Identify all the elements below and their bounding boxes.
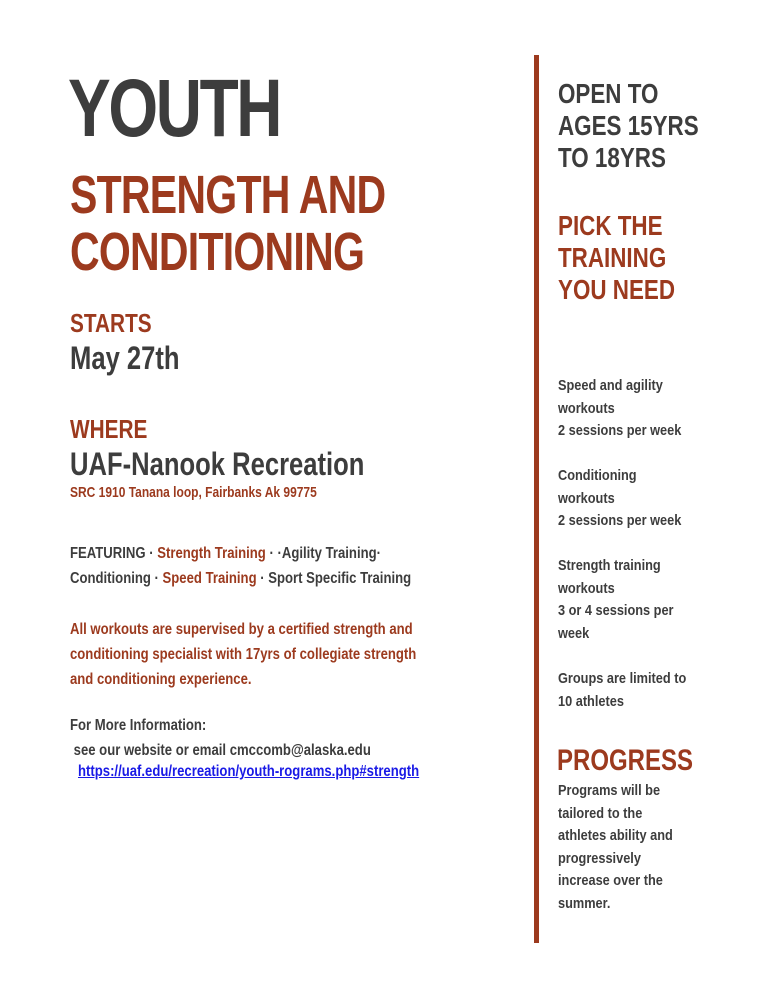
progress-line: Programs will be	[558, 782, 661, 799]
group-limit-note	[558, 668, 686, 713]
progress-line: tailored to the	[558, 804, 643, 822]
progress-line: increase over the	[558, 872, 663, 889]
pick-line: YOU NEED	[558, 274, 675, 305]
where-value: UAF-Nanook Recreation	[70, 446, 365, 482]
featuring-conditioning: Conditioning ·	[70, 570, 163, 587]
address: SRC 1910 Tanana loop, Fairbanks Ak 99775	[70, 484, 317, 501]
option-line: week	[558, 624, 590, 642]
supervision-line: and conditioning experience.	[70, 671, 252, 688]
featuring-speed: Speed Training	[162, 570, 257, 587]
featuring-agility: · ·Agility Training·	[265, 545, 381, 562]
supervision-note	[70, 617, 416, 692]
pick-line: PICK THE	[558, 210, 663, 241]
starts-label: STARTS	[70, 308, 152, 338]
featuring-prefix: FEATURING ·	[70, 545, 158, 562]
option-line: workouts	[558, 579, 615, 597]
option-line: Conditioning	[558, 467, 637, 484]
progress-line: progressively	[558, 849, 641, 867]
progress-description	[558, 780, 673, 915]
ages-line: OPEN TO	[558, 78, 659, 109]
title-strength-and: STRENGTH AND	[70, 165, 386, 225]
supervision-line: conditioning specialist with 17yrs of collegiate strength	[70, 646, 417, 663]
option-line: Strength training	[558, 557, 661, 574]
option-line: Speed and agility	[558, 377, 663, 394]
starts-date: May 27th	[70, 340, 180, 376]
option-line: workouts	[558, 399, 615, 417]
pick-training-heading	[558, 210, 675, 306]
conditioning-option	[558, 465, 681, 533]
website-link[interactable]: https://uaf.edu/recreation/youth-rograms.php#strength	[78, 763, 420, 780]
option-line: 2 sessions per week	[558, 512, 682, 529]
featuring-strength: Strength Training	[157, 545, 266, 562]
column-divider	[534, 55, 539, 943]
ages-line: AGES 15YRS	[558, 110, 699, 141]
group-line: Groups are limited to	[558, 670, 687, 687]
speed-agility-option	[558, 375, 681, 443]
featuring-list	[70, 541, 411, 591]
group-line: 10 athletes	[558, 692, 624, 710]
title-conditioning: CONDITIONING	[70, 222, 365, 282]
progress-line: summer.	[558, 894, 611, 912]
option-line: 3 or 4 sessions per	[558, 602, 674, 619]
ages-heading	[558, 78, 699, 174]
supervision-line: All workouts are supervised by a certified strength and	[70, 621, 413, 638]
more-info-contact: see our website or email cmccomb@alaska.edu	[70, 742, 371, 759]
pick-line: TRAINING	[558, 242, 667, 273]
progress-heading: PROGRESS	[557, 744, 694, 777]
more-info-heading: For More Information:	[70, 717, 207, 734]
strength-option	[558, 555, 674, 645]
more-info	[70, 713, 371, 763]
option-line: 2 sessions per week	[558, 422, 682, 439]
progress-line: athletes ability and	[558, 827, 673, 844]
title-youth: YOUTH	[68, 63, 281, 154]
where-label: WHERE	[70, 414, 148, 444]
ages-line: TO 18YRS	[558, 142, 666, 173]
featuring-sport: · Sport Specific Training	[256, 570, 412, 587]
option-line: workouts	[558, 489, 615, 507]
